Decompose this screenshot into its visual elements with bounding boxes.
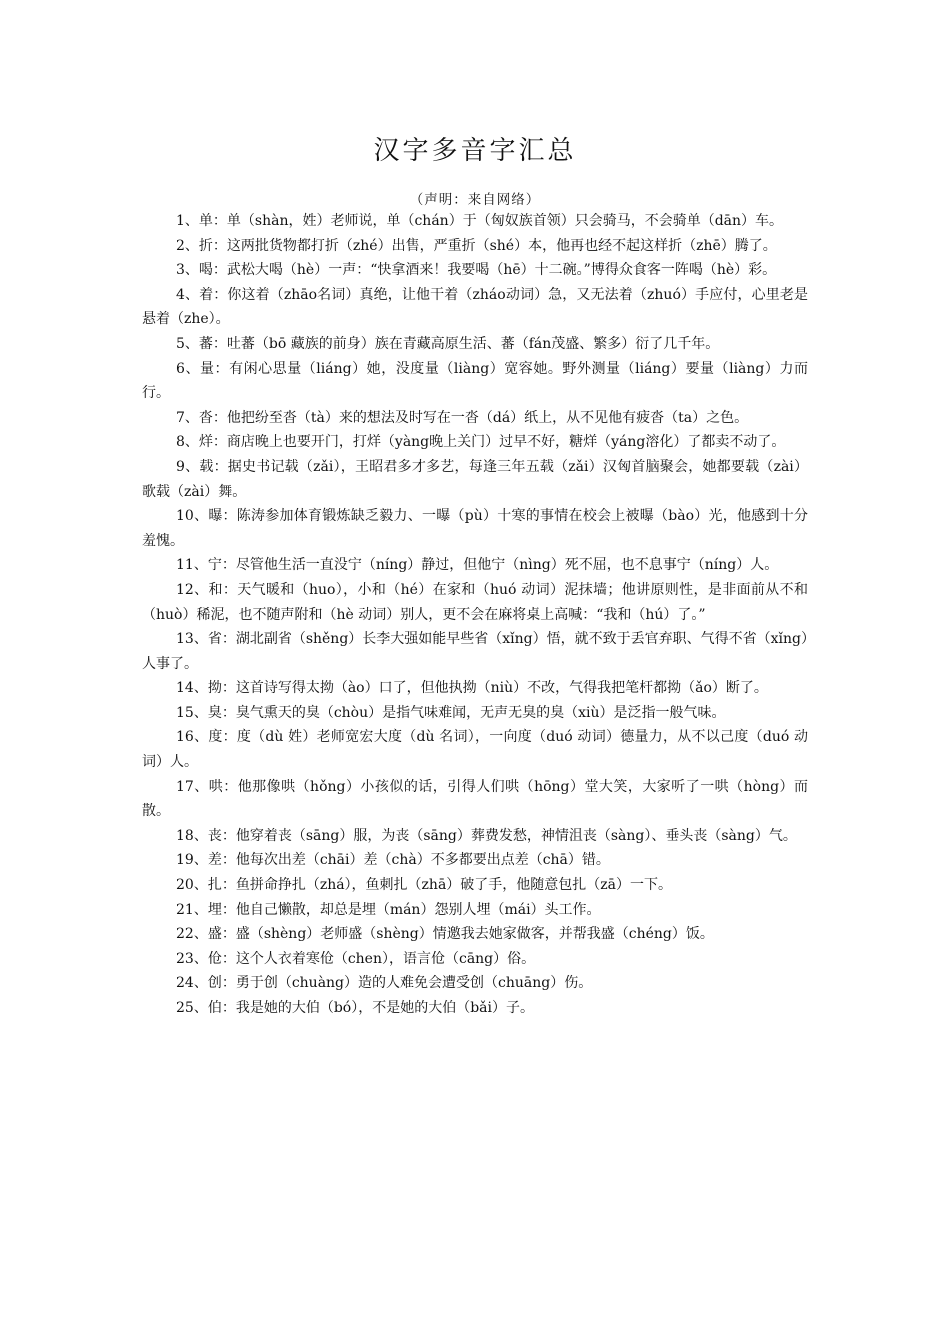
list-item: 5、蕃：吐蕃（bō 藏族的前身）族在青藏高原生活、蕃（fán茂盛、繁多）衍了几千年。 bbox=[176, 335, 720, 352]
list-item: 10、曝：陈涛参加体育锻炼缺乏毅力、一曝（pù）十寒的事情在校会上被曝（bào）光，他感到十分羞愧。 bbox=[142, 508, 808, 549]
list-item: 2、折：这两批货物都打折（zhé）出售，严重折（shé）本，他再也经不起这样折（zhē）腾了。 bbox=[176, 237, 777, 254]
list-item: 8、烊：商店晚上也要开门，打烊（yàng晚上关门）过早不好，糖烊（yáng溶化）了都卖不动了。 bbox=[176, 434, 786, 451]
list-item: 23、伧：这个人衣着寒伧（chen），语言伧（cāng）俗。 bbox=[176, 950, 536, 967]
list-item: 16、度：度（dù 姓）老师宽宏大度（dù 名词），一向度（duó 动词）德量力，从不以己度（duó 动词）人。 bbox=[142, 729, 808, 771]
list-item: 12、和：天气暖和（huo），小和（hé）在家和（huó 动词）泥抹墙；他讲原则性，是非面前从不和（huò）稀泥，也不随声附和（hè 动词）别人，更不会在麻将桌上高喊：“我和（hú）了。” bbox=[142, 581, 808, 623]
list-item: 20、扎：鱼拼命挣扎（zhá），鱼刺扎（zhā）破了手，他随意包扎（zā）一下。 bbox=[176, 877, 673, 894]
entry-list bbox=[142, 209, 808, 1021]
list-item: 7、沓：他把纷至沓（tà）来的想法及时写在一沓（dá）纸上，从不见他有疲沓（ta）之色。 bbox=[176, 409, 749, 426]
list-item: 11、宁：尽管他生活一直没宁（níng）静过，但他宁（nìng）死不屈，也不息事宁（níng）人。 bbox=[176, 557, 779, 574]
page-title: 汉字多音字汇总 bbox=[373, 136, 577, 166]
source-statement: （声明：来自网络） bbox=[409, 192, 541, 208]
list-item: 22、盛：盛（shèng）老师盛（shèng）情邀我去她家做客，并帮我盛（chéng）饭。 bbox=[176, 926, 714, 943]
list-item: 4、着：你这着（zhāo名词）真绝，让他干着（zháo动词）急，又无法着（zhuó）手应付，心里老是悬着（zhe）。 bbox=[142, 286, 808, 328]
list-item: 18、丧：他穿着丧（sāng）服，为丧（sāng）葬费发愁，神情沮丧（sàng）、垂头丧（sàng）气。 bbox=[176, 827, 797, 844]
list-item: 24、创：勇于创（chuàng）造的人难免会遭受创（chuāng）伤。 bbox=[176, 975, 593, 992]
list-item: 14、拗：这首诗写得太拗（ào）口了，但他执拗（niù）不改，气得我把笔杆都拗（ǎo）断了。 bbox=[176, 680, 768, 697]
list-item: 9、载：据史书记载（zǎi），王昭君多才多艺，每逢三年五载（zǎi）汉匈首脑聚会，她都要载（zài）歌载（zài）舞。 bbox=[142, 458, 808, 500]
list-item: 15、臭：臭气熏天的臭（chòu）是指气味难闻，无声无臭的臭（xiù）是泛指一般气味。 bbox=[176, 704, 726, 721]
list-item: 21、埋：他自己懒散，却总是埋（mán）怨别人埋（mái）头工作。 bbox=[176, 901, 601, 918]
list-item: 1、单：单（shàn，姓）老师说，单（chán）于（匈奴族首领）只会骑马，不会骑单（dān）车。 bbox=[176, 213, 784, 229]
list-item: 17、哄：他那像哄（hǒng）小孩似的话，引得人们哄（hōng）堂大笑，大家听了一哄（hòng）而散。 bbox=[142, 778, 808, 820]
list-item: 13、省：湖北副省（shěng）长李大强如能早些省（xǐng）悟，就不致于丢官弃职、气得不省（xǐng）人事了。 bbox=[142, 631, 808, 672]
list-item: 25、伯：我是她的大伯（bó），不是她的大伯（bǎi）子。 bbox=[176, 1000, 534, 1016]
list-item: 6、量：有闲心思量（liáng）她，没度量（liàng）宽容她。野外测量（liáng）要量（liàng）力而行。 bbox=[142, 360, 808, 402]
list-item: 19、差：他每次出差（chāi）差（chà）不多都要出点差（chā）错。 bbox=[176, 852, 610, 869]
list-item: 3、喝：武松大喝（hè）一声：“快拿酒来！我要喝（hē）十二碗。”博得众食客一阵喝（hè）彩。 bbox=[176, 262, 777, 279]
